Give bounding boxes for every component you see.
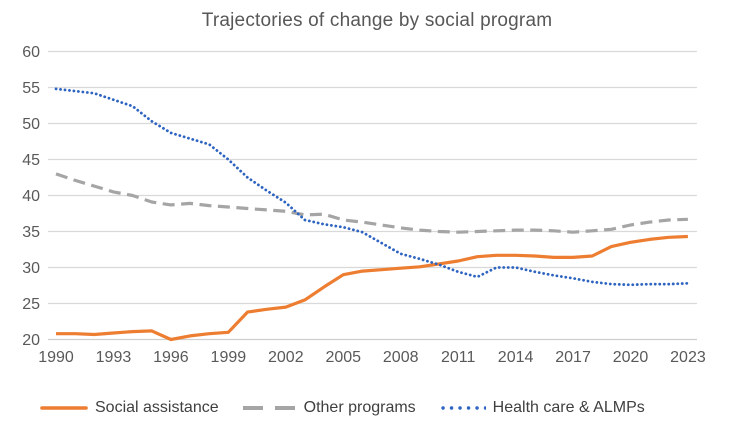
chart-title: Trajectories of change by social program [201, 10, 553, 31]
y-tick-label: 50 [22, 116, 40, 133]
x-tick-label: 2020 [612, 349, 649, 366]
x-tick-label: 2002 [268, 349, 304, 366]
y-tick-label: 40 [22, 188, 40, 205]
y-tick-label: 30 [22, 260, 40, 277]
x-tick-label: 2014 [497, 349, 534, 366]
x-tick-label: 1999 [210, 349, 247, 366]
x-tick-label: 1996 [153, 349, 189, 366]
dashed-line-swatch-icon [243, 404, 297, 412]
x-tick-label: 2008 [382, 349, 419, 366]
solid-line-swatch-icon [40, 404, 88, 412]
x-tick-label: 2005 [325, 349, 362, 366]
y-tick-label: 60 [22, 44, 40, 61]
y-tick-label: 25 [22, 296, 40, 313]
legend-item-other-programs [243, 399, 416, 417]
series-line-social-assistance [56, 237, 688, 340]
x-tick-label: 2011 [440, 349, 476, 366]
y-tick-label: 45 [22, 152, 40, 169]
x-tick-label: 2017 [555, 349, 591, 366]
legend-label-other-programs: Other programs [303, 399, 416, 416]
y-tick-label: 55 [22, 80, 40, 97]
legend-label-health-care-almps: Health care & ALMPs [492, 399, 645, 416]
y-tick-label: 35 [22, 224, 40, 241]
legend-item-social-assistance [40, 399, 219, 417]
x-tick-label: 1990 [38, 349, 74, 366]
chart-legend [40, 399, 645, 417]
dotted-line-swatch-icon [440, 404, 486, 412]
y-tick-label: 20 [22, 332, 40, 349]
x-tick-label: 1993 [95, 349, 132, 366]
legend-item-health-care-almps [440, 399, 645, 417]
legend-label-social-assistance: Social assistance [95, 399, 219, 416]
series-line-other-programs [56, 174, 688, 232]
x-tick-label: 2023 [670, 349, 706, 366]
